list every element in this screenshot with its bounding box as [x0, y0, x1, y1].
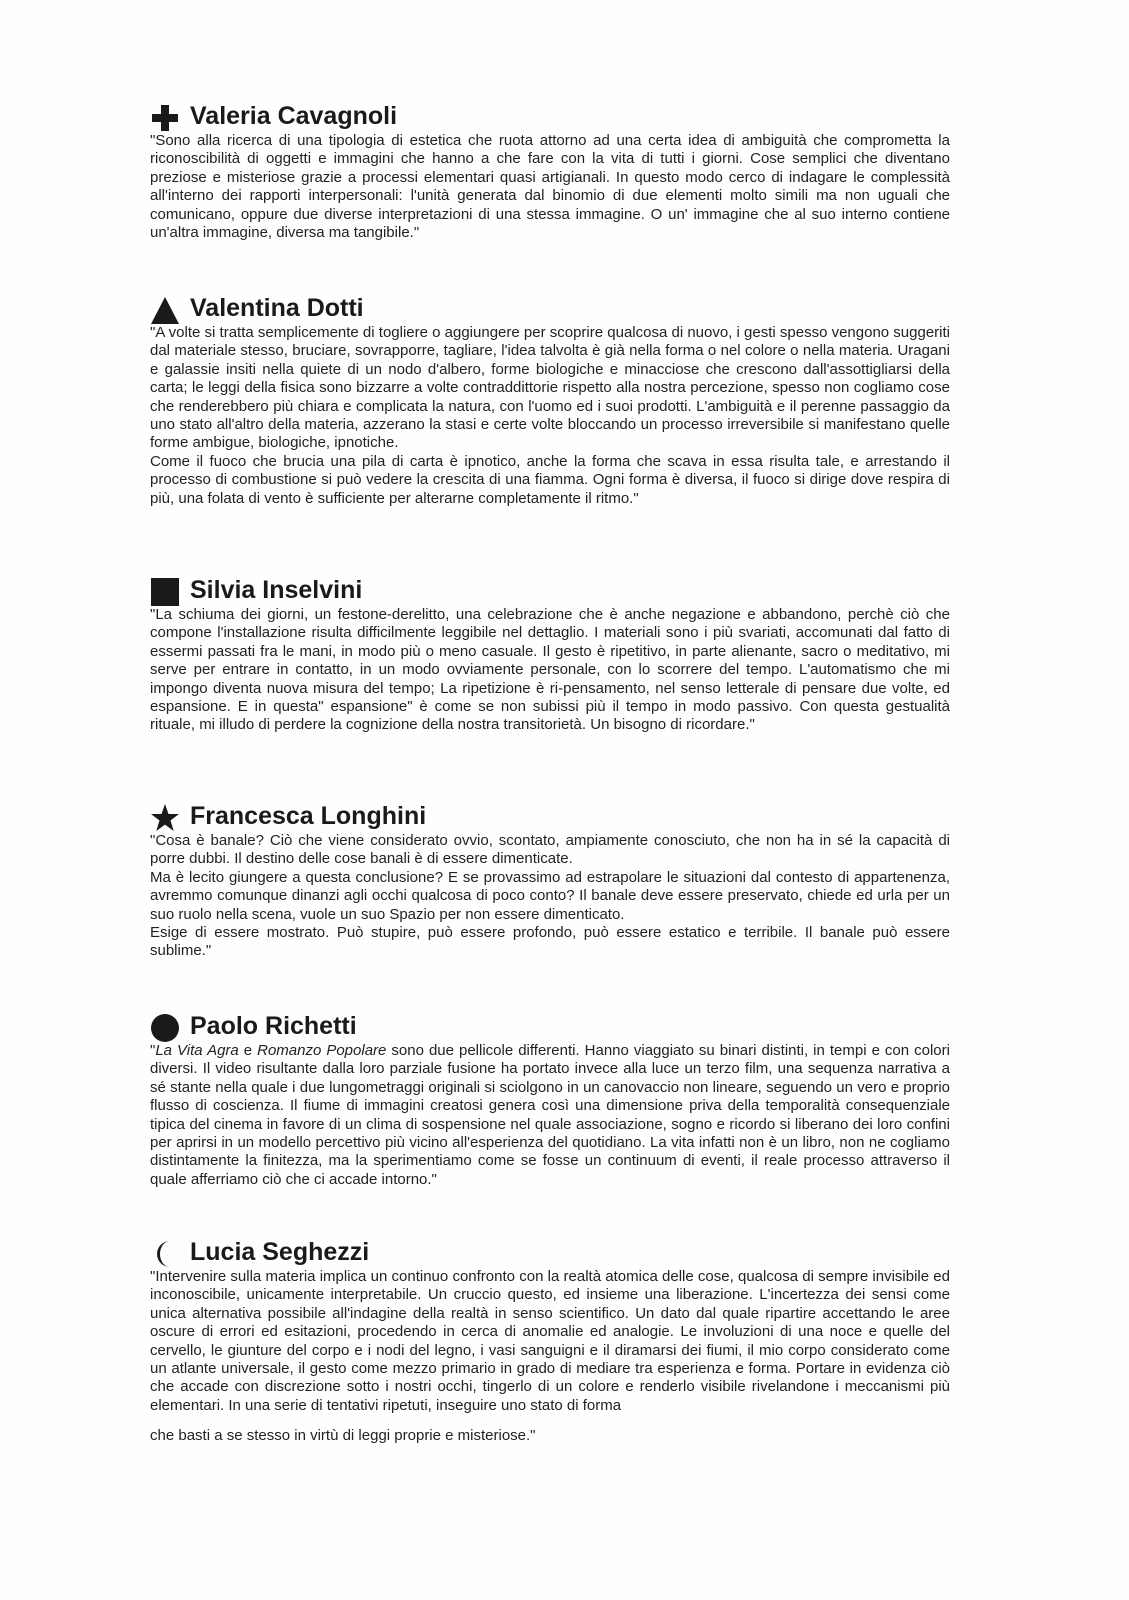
- artist-name: Lucia Seghezzi: [190, 1238, 370, 1266]
- crescent-moon-icon: [150, 1239, 180, 1269]
- statement-paragraph: che basti a se stesso in virtù di leggi proprie e misteriose.": [150, 1427, 536, 1445]
- artist-heading: [150, 1010, 950, 1044]
- artist-section-longhini: [150, 800, 950, 961]
- artist-statement: [150, 606, 950, 735]
- artist-statement: [150, 1268, 950, 1446]
- statement-paragraph: "La schiuma dei giorni, un festone-derelitto, una celebrazione che è anche negazione e abbandono, perchè ciò che compone l'installazione risulta difficilmente leggibile nel dettaglio. I materiali sono i più svariati, accomunati dal fatto di essermi passati fra le mani, in modo più o meno casuale. Il gesto è ripetitivo, in parte alienante, sacro o meditativo, mi serve per entrare in contatto, in un modo ovviamente personale, con lo scorrere del tempo. L'automatismo che mi impongo diventa nuova misura del tempo; La ripetizione è ri-pensamento, nel senso letterale di pensare due volte, ed espansione. E in questa" espansione" è come se non subissi più il tempo in modo passivo. Con questa gestualità rituale, mi illudo di perdere la cognizione della nostra transitorietà. Un bisogno di ricordare.": [150, 606, 950, 734]
- statement-paragraph: "Sono alla ricerca di una tipologia di estetica che ruota attorno ad una certa idea di ambiguità che comprometta la riconoscibilità di oggetti e immagini che hanno a che fare con la vita di tutti i giorni. Cose semplici che diventano preziose e misteriose grazie a processi elementari quasi artigianali. In questo modo cerco di indagare le complessità all'interno dei rapporti interpersonali: l'unità generata dal binomio di due elementi molto simili ma non uguali che comunicano, oppure due diverse interpretazioni di una stessa immagine. O un' immagine che al suo interno contiene un'altra immagine, diversa ma tangibile.": [150, 132, 950, 242]
- artist-section-dotti: [150, 292, 950, 508]
- artist-section-seghezzi: [150, 1236, 950, 1446]
- artist-heading: [150, 292, 950, 326]
- artist-heading: [150, 1236, 950, 1270]
- statement-paragraph: Esige di essere mostrato. Può stupire, può essere profondo, può essere estatico e terribile. Il banale può essere sublime.": [150, 924, 950, 960]
- statement-paragraph: "La Vita Agra e Romanzo Popolare sono due pellicole differenti. Hanno viaggiato su binari distinti, in tempi e con colori diversi. Il video risultante dalla loro parziale fusione ha portato invece alla luce un terzo film, una sequenza narrativa a sé stante nella quale i due lungometraggi originali si sciolgono in un canovaccio non lineare, seguendo un vero e proprio flusso di coscienza. Il fiume di immagini creatosi genera così una dimensione priva della temporalità consequenziale tipica del cinema in favore di un clima di sospensione nel quale associazione, sogno e ricordo si liberano dei loro confini per aprirsi in un modello percettivo più vicino all'esperienza del quotidiano. La vita infatti non è un libro, non ne cogliamo distintamente la finitezza, ma la sperimentiamo come se fosse un continuum di eventi, il reale processo attraverso il quale afferriamo ciò che ci accade intorno.": [150, 1042, 950, 1188]
- artist-name: Francesca Longhini: [190, 802, 427, 830]
- artist-statement: [150, 832, 950, 961]
- artist-statement: [150, 1042, 950, 1189]
- statement-paragraph: "Intervenire sulla materia implica un continuo confronto con la realtà atomica delle cose, qualcosa di sempre invisibile ed inconoscibile, unicamente interpretabile. Un cruccio questo, ed insieme una liberazione. L'incertezza dei sensi come unica alternativa possibile all'indagine della realtà in senso scientifico. Un dato dal quale ripartire accettando le aree oscure di errori ed esitazioni, procedendo in cerca di anomalie ed analogie. Le involuzioni di una noce e quelle del cervello, le giunture del corpo e i nodi del legno, i vasi sanguigni e il diramarsi dei fiumi, il mio corpo considerato come un atlante universale, il gesto come mezzo primario in grado di mediare tra esperienza e forma. Portare in evidenza ciò che accade con discrezione sotto i nostri occhi, tingerlo di un colore e renderlo visibile rivelandone i meccanismi più elementari. In una serie di tentativi ripetuti, inseguire uno stato di forma: [150, 1268, 950, 1414]
- conjunction: e: [238, 1042, 258, 1059]
- artist-name: Paolo Richetti: [190, 1012, 357, 1040]
- artist-heading: [150, 574, 950, 608]
- statement-paragraph: "A volte si tratta semplicemente di togliere o aggiungere per scoprire qualcosa di nuovo, i gesti spesso vengono suggeriti dal materiale stesso, bruciare, sovrapporre, tagliare, l'idea talvolta è già nella forma o nel colore o nella materia. Uragani e galassie insiti nella quiete di un nodo d'albero, forme biologiche e minacciose che crescono dall'assottigliarsi della carta; le leggi della fisica sono bizzarre a volte contraddittorie rispetto alla nostra percezione, spesso non cogliamo cose che renderebbero più chiara e complicata la natura, con l'uomo ed i suoi prodotti. L'ambiguità e il perenne passaggio da uno stato all'altro della materia, azzerano la stasi e certe volte bloccando un processo irreversibile si manifestano quelle forme ambigue, biologiche, ipnotiche.: [150, 324, 950, 452]
- film-title: Romanzo Popolare: [257, 1042, 387, 1059]
- film-title: La Vita Agra: [155, 1042, 239, 1059]
- star-icon: [150, 803, 180, 833]
- triangle-icon: [150, 295, 180, 325]
- square-icon: [150, 577, 180, 607]
- circle-icon: [150, 1013, 180, 1043]
- artist-section-cavagnoli: [150, 100, 950, 242]
- artist-name: Valentina Dotti: [190, 294, 364, 322]
- artist-statement: [150, 132, 950, 242]
- artist-heading: [150, 800, 950, 834]
- statement-paragraph: Come il fuoco che brucia una pila di carta è ipnotico, anche la forma che scava in essa risulta tale, e arrestando il processo di combustione si può vedere la crescita di una fiamma. Ogni forma è diversa, il fuoco si dirige dove respira di più, una folata di vento è sufficiente per alterarne completamente il ritmo.": [150, 452, 950, 507]
- cross-icon: [150, 103, 180, 133]
- statement-paragraph: Ma è lecito giungere a questa conclusione? E se provassimo ad estrapolare le situazioni dal contesto di appartenenza, avremmo comunque dinanzi agli occhi qualcosa di poco conto? Il banale deve essere preservato, chiede ed urla per un suo ruolo nella scena, vuole un suo Spazio per non essere dimenticato.: [150, 868, 950, 923]
- artist-section-inselvini: [150, 574, 950, 735]
- statement-text: sono due pellicole differenti. Hanno viaggiato su binari distinti, in tempi e con colori diversi. Il video risultante dalla loro parziale fusione ha portato invece alla luce un terzo film, una sequenza narrativa a sé stante nella quale i due lungometraggi originali si sciolgono in un canovaccio non lineare, seguendo un vero e proprio flusso di coscienza. Il fiume di immagini creatosi genera così una dimensione priva della temporalità consequenziale tipica del cinema in favore di un clima di sospensione nel quale associazione, sogno e ricordo si liberano dei loro confini per aprirsi in un modello percettivo più vicino all'esperienza del quotidiano. La vita infatti non è un libro, non ne cogliamo distintamente la finitezza, ma la sperimentiamo come se fosse un continuum di eventi, il reale processo attraverso il quale afferriamo ciò che ci accade intorno.": [150, 1042, 950, 1188]
- artist-name: Valeria Cavagnoli: [190, 102, 398, 130]
- artist-name: Silvia Inselvini: [190, 576, 363, 604]
- statement-paragraph: "Cosa è banale? Ciò che viene considerato ovvio, scontato, ampiamente conosciuto, che non ha in sé la capacità di porre dubbi. Il destino delle cose banali è di essere dimenticate.: [150, 832, 950, 868]
- artist-section-richetti: [150, 1010, 950, 1189]
- artist-statement: [150, 324, 950, 508]
- artist-heading: [150, 100, 950, 134]
